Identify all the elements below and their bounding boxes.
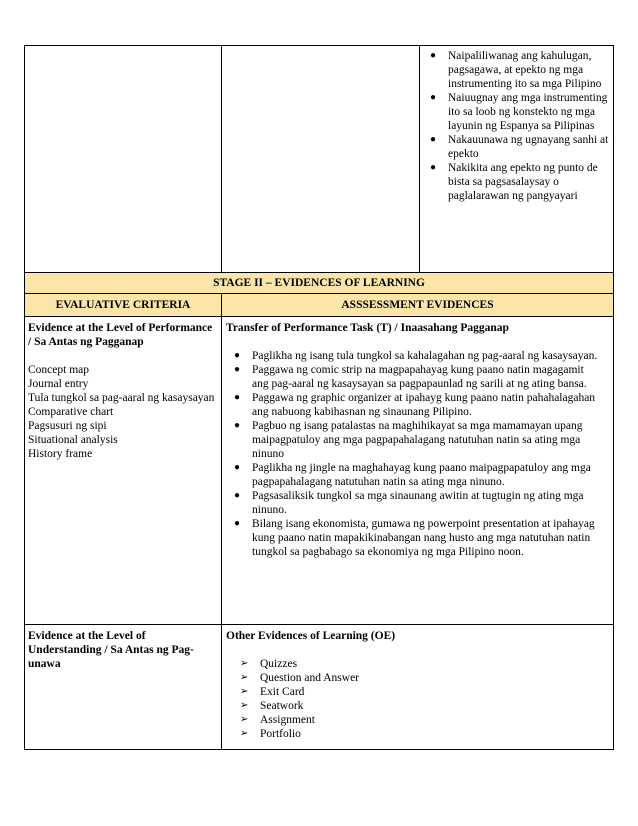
top-bullet-item-text: Nakauunawa ng ugnayang sanhi at epekto bbox=[448, 134, 609, 160]
performance-criteria-list bbox=[28, 363, 215, 461]
bullet-icon: ● bbox=[234, 462, 241, 473]
task-list-item-text: Pagsasaliksik tungkol sa mga sinaunang awitin at tugtugin ng ating mga ninuno. bbox=[252, 490, 584, 516]
other-evidences-list bbox=[226, 657, 601, 741]
task-list-item-text: Paggawa ng graphic organizer at ipahayg kung paano natin pahahalagahan ang nabuong kabihasnan ng sinaunang Pilipino. bbox=[252, 392, 596, 418]
other-evidence-item-text: Quizzes bbox=[260, 658, 298, 670]
other-evidence-item bbox=[226, 699, 601, 713]
bullet-icon: ● bbox=[234, 392, 241, 403]
criteria-item: Concept map bbox=[28, 364, 89, 376]
top-bullet-item bbox=[422, 161, 609, 203]
performance-task-list bbox=[226, 349, 601, 559]
top-bullet-item-text: Naiuugnay ang mga instrumenting ito sa loob ng konstekto ng mga layunin ng Espanya sa Pilipinas bbox=[448, 92, 608, 132]
other-evidence-item bbox=[226, 685, 601, 699]
other-evidence-item-text: Assignment bbox=[260, 714, 315, 726]
task-list-item bbox=[226, 349, 601, 363]
top-bullet-item bbox=[422, 49, 609, 91]
bullet-icon: ● bbox=[430, 50, 437, 61]
arrow-bullet-icon: ➢ bbox=[240, 672, 249, 683]
performance-task-title: Transfer of Performance Task (T) / Inaasahang Pagganap bbox=[226, 322, 509, 334]
header-evaluative: EVALUATIVE CRITERIA bbox=[25, 294, 222, 316]
bullet-icon: ● bbox=[234, 350, 241, 361]
bullet-icon: ● bbox=[430, 162, 437, 173]
top-bullet-list bbox=[422, 49, 609, 203]
stage-title-row bbox=[24, 272, 614, 293]
other-evidence-item bbox=[226, 713, 601, 727]
arrow-bullet-icon: ➢ bbox=[240, 714, 249, 725]
other-evidence-item-text: Seatwork bbox=[260, 700, 304, 712]
criteria-item: Journal entry bbox=[28, 378, 89, 390]
bullet-icon: ● bbox=[430, 134, 437, 145]
other-evidence-item bbox=[226, 671, 601, 685]
bullet-icon: ● bbox=[234, 490, 241, 501]
bullet-icon: ● bbox=[430, 92, 437, 103]
task-list-item-text: Bilang isang ekonomista, gumawa ng powerpoint presentation at ipahayag kung paano natin mapakikinabangan nang husto ang mga natutuhan natin tungkol sa pagbabago sa ekonomiya ng mga Pilipino noon. bbox=[252, 518, 595, 558]
arrow-bullet-icon: ➢ bbox=[240, 700, 249, 711]
header-assessment: ASSSESSMENT EVIDENCES bbox=[341, 299, 494, 311]
criteria-item: Tula tungkol sa pag-aaral ng kasaysayan bbox=[28, 392, 215, 404]
top-bullet-item-text: Naipaliliwanag ang kahulugan, pagsagawa, at epekto ng mga instrumenting ito sa mga Pilipino bbox=[448, 50, 602, 90]
task-list-item-text: Pagbuo ng isang patalastas na maghihikayat sa mga mamamayan upang maipagpatuloy ang mga pagpapahalagang natutuhan natin sa ating mga ninuno bbox=[252, 420, 583, 460]
understanding-criteria-title: Evidence at the Level of Understanding / Sa Antas ng Pag-unawa bbox=[28, 630, 194, 670]
other-evidence-item-text: Portfolio bbox=[260, 728, 301, 740]
bullet-icon: ● bbox=[234, 364, 241, 375]
task-list-item bbox=[226, 517, 601, 559]
stage-title: STAGE II – EVIDENCES OF LEARNING bbox=[213, 277, 425, 289]
other-evidence-item-text: Question and Answer bbox=[260, 672, 360, 684]
arrow-bullet-icon: ➢ bbox=[240, 686, 249, 697]
header-row bbox=[24, 293, 614, 316]
task-list-item bbox=[226, 419, 601, 461]
top-row-col-3 bbox=[420, 46, 613, 272]
criteria-item: Pagsusuri ng sipi bbox=[28, 420, 107, 432]
bullet-icon: ● bbox=[234, 420, 241, 431]
task-list-item-text: Paglikha ng isang tula tungkol sa kahalagahan ng pag-aaral ng kasaysayan. bbox=[252, 350, 598, 362]
understanding-criteria-cell bbox=[25, 625, 222, 749]
other-evidence-item bbox=[226, 657, 601, 671]
understanding-other-cell bbox=[222, 625, 613, 749]
performance-criteria-cell bbox=[25, 317, 222, 624]
top-row bbox=[24, 45, 614, 272]
criteria-item: Comparative chart bbox=[28, 406, 114, 418]
top-row-col-1 bbox=[25, 46, 222, 272]
bullet-icon: ● bbox=[234, 518, 241, 529]
task-list-item bbox=[226, 489, 601, 517]
top-bullet-item bbox=[422, 91, 609, 133]
task-list-item-text: Paglikha ng jingle na maghahayag kung paano maipagpapatuloy ang mga pagpapahalagang natutuhan natin sa ating mga ninuno. bbox=[252, 462, 591, 488]
understanding-row bbox=[24, 624, 614, 750]
top-bullet-item bbox=[422, 133, 609, 161]
task-list-item-text: Paggawa ng comic strip na magpapahayag kung paano natin magagamit ang pag-aaral ng kasaysayan sa pagpapaunlad ng sarili at ng ating bansa. bbox=[252, 364, 587, 390]
performance-criteria-title: Evidence at the Level of Performance / Sa Antas ng Pagganap bbox=[28, 322, 213, 348]
task-list-item bbox=[226, 391, 601, 419]
top-row-col-2 bbox=[222, 46, 420, 272]
task-list-item bbox=[226, 461, 601, 489]
arrow-bullet-icon: ➢ bbox=[240, 728, 249, 739]
task-list-item bbox=[226, 363, 601, 391]
criteria-item: Situational analysis bbox=[28, 434, 118, 446]
arrow-bullet-icon: ➢ bbox=[240, 658, 249, 669]
other-evidence-item-text: Exit Card bbox=[260, 686, 305, 698]
other-evidence-item bbox=[226, 727, 601, 741]
other-evidences-title: Other Evidences of Learning (OE) bbox=[226, 630, 396, 642]
performance-row bbox=[24, 316, 614, 624]
top-bullet-item-text: Nakikita ang epekto ng punto de bista sa pagsasalaysay o paglalarawan ng pangyayari bbox=[448, 162, 598, 202]
performance-task-cell bbox=[222, 317, 613, 624]
criteria-item: History frame bbox=[28, 448, 93, 460]
